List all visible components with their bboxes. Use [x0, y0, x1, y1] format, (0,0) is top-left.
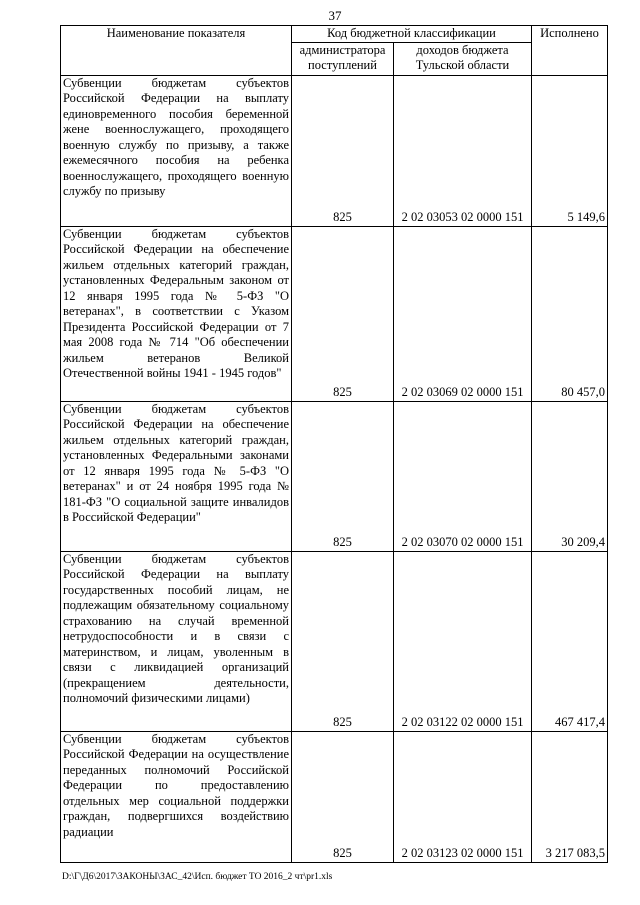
row-admin-code: 825 — [292, 226, 394, 401]
table-row — [61, 731, 608, 862]
row-amount: 80 457,0 — [532, 226, 608, 401]
row-name: Субвенции бюджетам субъектов Российской Федерации на выплату государственных пособий лицам, не подлежащим обязательному социальному страхованию на случай временной нетрудоспособности и в связи с материнством, и лицам, уволенным в связи с ликвидацией организаций (прекращением деятельности, полномочий физическими лицами) — [61, 551, 292, 731]
header-admin: администратора поступлений — [292, 42, 394, 75]
row-admin-code: 825 — [292, 551, 394, 731]
row-revenue-code: 2 02 03053 02 0000 151 — [394, 75, 532, 226]
header-revenue: доходов бюджета Тульской области — [394, 42, 532, 75]
row-name: Субвенции бюджетам субъектов Российской Федерации на выплату единовременного пособия беременной жене военнослужащего, проходящего военную службу по призыву, а также ежемесячного пособия на ребенка военнослужащего, проходящего военную службу по призыву — [61, 75, 292, 226]
table-row — [61, 401, 608, 551]
row-amount: 467 417,4 — [532, 551, 608, 731]
row-name: Субвенции бюджетам субъектов Российской Федерации на обеспечение жильем отдельных категорий граждан, установленных Федеральными законами от 12 января 1995 года № 5-ФЗ "О ветеранах" и от 24 ноября 1995 года № 181-ФЗ "О социальной защите инвалидов в Российской Федерации" — [61, 401, 292, 551]
row-revenue-code: 2 02 03122 02 0000 151 — [394, 551, 532, 731]
table-row — [61, 75, 608, 226]
row-name: Субвенции бюджетам субъектов Российской Федерации на обеспечение жильем отдельных категорий граждан, установленных Федеральным законом от 12 января 1995 года № 5-ФЗ "О ветеранах", в соответствии с Указом Президента Российской Федерации от 7 мая 2008 года № 714 "Об обеспечении жильем ветеранов Великой Отечественной войны 1941 - 1945 годов" — [61, 226, 292, 401]
header-executed: Исполнено — [532, 26, 608, 76]
header-code-group: Код бюджетной классификации — [292, 26, 532, 43]
header-name: Наименование показателя — [61, 26, 292, 76]
row-amount: 5 149,6 — [532, 75, 608, 226]
row-name: Субвенции бюджетам субъектов Российской Федерации на осуществление переданных полномочий Российской Федерации по предоставлению отдельных мер социальной поддержки граждан, подвергшихся воздействию радиации — [61, 731, 292, 862]
page-number: 37 — [328, 8, 342, 23]
row-admin-code: 825 — [292, 731, 394, 862]
table-row — [61, 551, 608, 731]
row-admin-code: 825 — [292, 75, 394, 226]
row-amount: 30 209,4 — [532, 401, 608, 551]
header-row-top — [61, 26, 608, 43]
row-revenue-code: 2 02 03069 02 0000 151 — [394, 226, 532, 401]
file-path-footer: D:\Г\Д6\2017\ЗАКОНЫ\ЗАС_42\Исп. бюджет ТО 2016_2 чт\pr1.xls — [62, 872, 333, 882]
row-amount: 3 217 083,5 — [532, 731, 608, 862]
row-admin-code: 825 — [292, 401, 394, 551]
table-row — [61, 226, 608, 401]
budget-table — [60, 25, 608, 863]
row-revenue-code: 2 02 03123 02 0000 151 — [394, 731, 532, 862]
row-revenue-code: 2 02 03070 02 0000 151 — [394, 401, 532, 551]
